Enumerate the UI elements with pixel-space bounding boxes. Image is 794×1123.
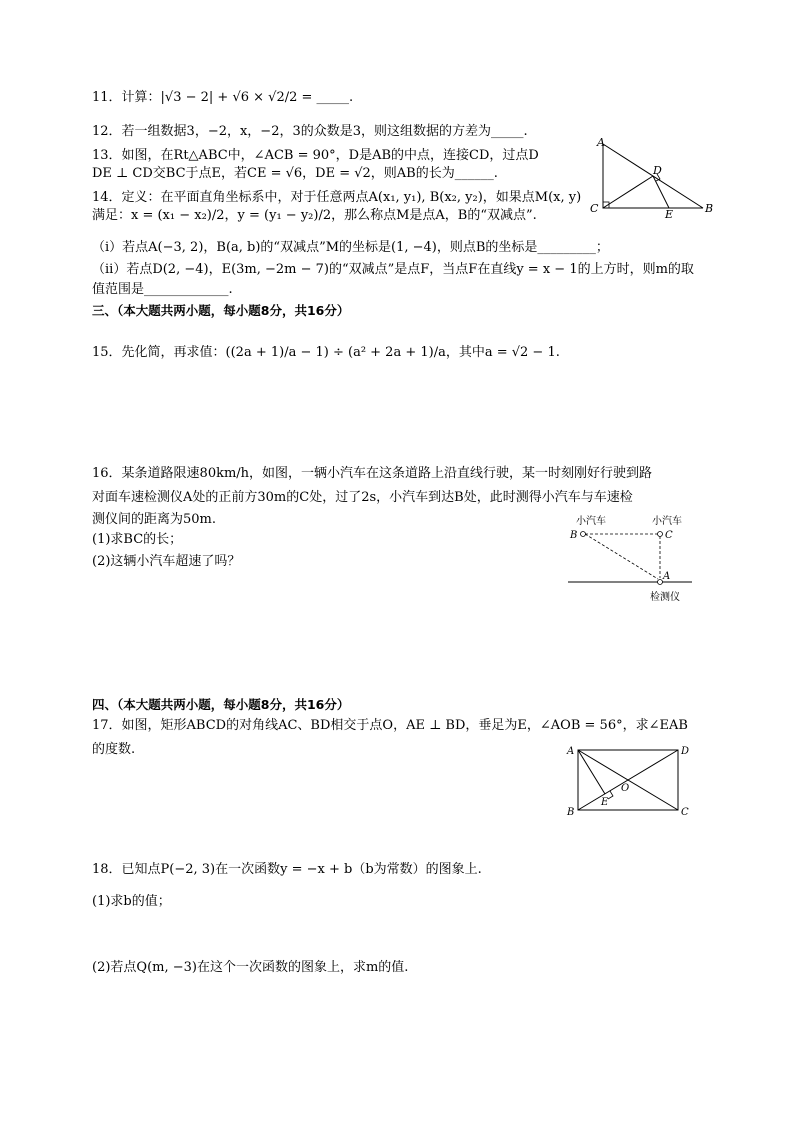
label-c: C	[665, 530, 673, 541]
label-o: O	[621, 783, 630, 794]
q16-line1: 16．某条道路限速80km/h，如图，一辆小汽车在这条道路上沿直线行驶，某一时刻刚好行驶到路	[92, 466, 653, 481]
label-a: A	[567, 746, 575, 757]
q17-rectangle-figure	[565, 742, 695, 822]
section-4-title: 四、（本大题共两小题，每小题8分，共16分）	[92, 697, 350, 712]
q16-road-figure	[560, 512, 700, 608]
detector-label: 检测仪	[650, 592, 680, 603]
section-3-title: 三、（本大题共两小题，每小题8分，共16分）	[92, 303, 350, 318]
right-angle-mark-e	[608, 791, 613, 799]
q18-line1: 18．已知点P(−2, 3)在一次函数y = −x + b（b为常数）的图象上.	[92, 862, 482, 877]
label-e: E	[665, 208, 674, 221]
q18-part1: (1)求b的值；	[92, 894, 171, 909]
q15-text: 15．先化简，再求值：((2a + 1)/a − 1) ÷ (a² + 2a + 1)/a，其中a = √2 − 1.	[92, 345, 560, 360]
q13-triangle-figure	[585, 136, 720, 221]
point-c	[658, 532, 663, 537]
q14-line2: 满足：x = (x₁ − x₂)/2，y = (y₁ − y₂)/2，那么称点M是点A，B的“双减点”.	[92, 208, 537, 223]
label-c: C	[681, 807, 689, 818]
q13-line1: 13．如图，在Rt△ABC中，∠ACB = 90°，D是AB的中点，连接CD，过点D	[92, 148, 539, 163]
car-label-left: 小汽车	[576, 516, 606, 527]
q16-part1: (1)求BC的长；	[92, 532, 183, 547]
label-d: D	[653, 164, 662, 177]
label-d: D	[681, 746, 690, 757]
q12-text: 12．若一组数据3，−2，x，−2，3的众数是3，则这组数据的方差为_____.	[92, 124, 528, 139]
q17-line1: 17．如图，矩形ABCD的对角线AC、BD相交于点O，AE ⊥ BD，垂足为E，∠AOB = 56°，求∠EAB	[92, 718, 688, 733]
label-b: B	[567, 807, 575, 818]
q14-line1: 14．定义：在平面直角坐标系中，对于任意两点A(x₁, y₁), B(x₂, y₂)，如果点M(x, y)	[92, 190, 582, 205]
label-a: A	[663, 571, 671, 582]
q17-line2: 的度数.	[92, 742, 136, 757]
label-b: B	[570, 530, 578, 541]
segment-cd	[603, 176, 653, 208]
q14-line5: 值范围是_____________.	[92, 282, 233, 297]
point-b	[581, 532, 586, 537]
segment-ae	[578, 750, 605, 794]
label-b: B	[705, 202, 714, 215]
q11-text: 11．计算：|√3 − 2| + √6 × √2/2 = _____.	[92, 90, 354, 105]
label-a: A	[597, 136, 605, 149]
q16-line2: 对面车速检测仪A处的正前方30m的C处，过了2s，小汽车到达B处，此时测得小汽车与车速检	[92, 490, 633, 505]
car-label-right: 小汽车	[652, 516, 682, 527]
q14-part2: （ii）若点D(2, −4)，E(3m, −2m − 7)的“双减点”是点F，当点F在直线y = x − 1的上方时，则m的取	[92, 262, 694, 277]
segment-ba	[585, 534, 658, 579]
label-e: E	[601, 797, 609, 808]
q16-part2: (2)这辆小汽车超速了吗？	[92, 554, 241, 569]
q13-line2: DE ⊥ CD交BC于点E，若CE = √6，DE = √2，则AB的长为______.	[92, 166, 498, 181]
label-c: C	[590, 202, 599, 215]
q14-part1: （i）若点A(−3, 2)，B(a, b)的“双减点”M的坐标是(1, −4)，则点B的坐标是_________；	[92, 240, 609, 255]
q16-line3: 测仪间的距离为50m.	[92, 512, 217, 527]
q18-part2: (2)若点Q(m, −3)在这个一次函数的图象上，求m的值.	[92, 960, 409, 975]
point-a	[658, 580, 663, 585]
